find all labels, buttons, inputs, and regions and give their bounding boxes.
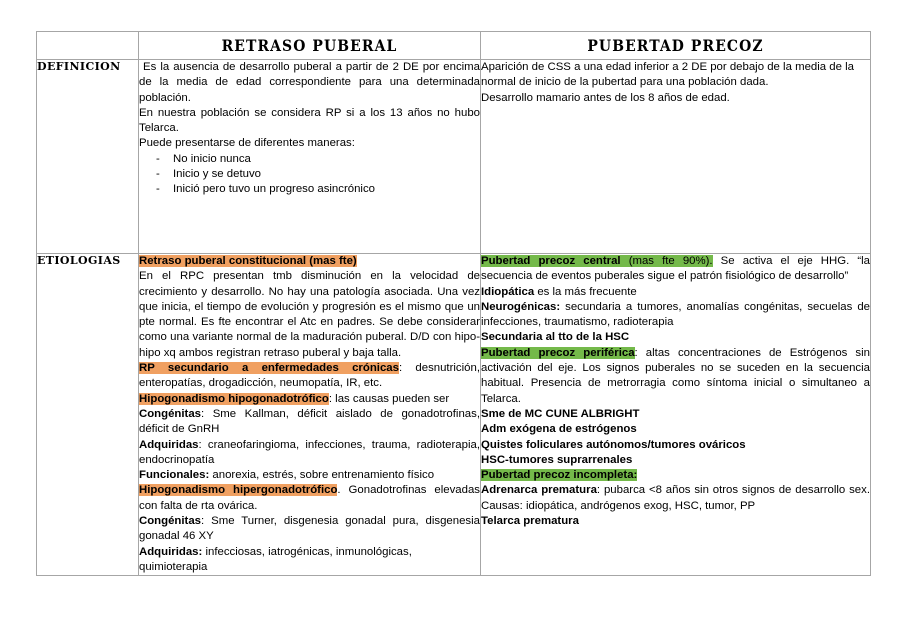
definicion-left-paragraph-3: Puede presentarse de diferentes maneras: [139,137,355,150]
etiologias-left-heading-3-text: Hipogonadismo hipogonadotrófico [139,392,329,405]
header-cell-retraso-puberal [139,32,481,60]
definicion-right-paragraph-1: Aparición de CSS a una edad inferior a 2 DE por debajo de la media de la normal de inicio de la pubertad para una población dada. [481,61,854,89]
etiologias-left-heading-3-rest: : las causas pueden ser [328,392,450,405]
etiologias-right-list-item: HSC-tumores suprarrenales [481,453,633,466]
cell-etiologias-pubertad-precoz [481,254,871,576]
etiologias-left-heading-4-text: Hipogonadismo hipergonadotrófico [139,484,338,497]
bullet-dash-icon: - [156,168,160,181]
definicion-left-bullet-1 [139,152,480,167]
etiologias-right-heading-3 [481,468,870,483]
header-title-retraso-puberal: RETRASO PUBERAL [221,35,398,56]
etiologias-left-item-5-text: infecciosas, iatrogénicas, inmunológicas, quimioterapia [139,545,412,573]
row-label-definicion: DEFINICION [37,60,121,73]
row-label-etiologias: ETIOLOGIAS [37,254,121,267]
definicion-right-paragraph-2: Desarrollo mamario antes de los 8 años de edad. [481,91,730,104]
etiologias-left-heading-1 [139,254,480,269]
table-header-row [37,32,871,60]
etiologias-right-heading-1-bold: Pubertad precoz central [481,255,621,267]
etiologias-left-item-2-text: : craneofaringioma, infecciones, trauma, radioterapia, endocrinopatía [139,438,480,466]
etiologias-left-item-congenitas-hiper [139,514,480,545]
header-title-pubertad-precoz: PUBERTAD PRECOZ [587,35,764,56]
etiologias-right-heading-1-rest: Se activa el eje HHG. “la secuencia de eventos puberales sigue el patrón fisiológico de desarrollo” [481,255,870,283]
etiologias-right-heading-2-text: Pubertad precoz periférica [481,346,635,359]
etiologias-left-item-adquiridas-hipo [139,438,480,469]
etiologias-right-item-3-label: Secundaria al tto de la HSC [481,331,630,344]
etiologias-right-list-item: Sme de MC CUNE ALBRIGHT [481,407,640,420]
etiologias-left-item-1-label: Congénitas [139,407,202,420]
etiologias-left-heading-4 [139,483,480,514]
etiologias-left-item-1-text: : Sme Kallman, déficit aislado de gonadotrofinas, déficit de GnRH [139,407,480,436]
etiologias-right-item-4-label: Adrenarca prematura [481,484,597,497]
bullet-dash-icon: - [156,183,160,196]
etiologias-left-item-adquiridas-hiper [139,545,480,576]
etiologias-right-item-telarca [481,514,870,529]
table-row-definicion [37,60,871,254]
definicion-left-bullet-3-text: Inició pero tuvo un progreso asincrónico [173,183,375,196]
definicion-left-paragraph-2: En nuestra población se considera RP si a los 13 años no hubo Telarca. [139,106,480,135]
etiologias-left-heading-2-rest: : desnutrición, enteropatías, drogadicción, neumopatía, IR, etc. [139,362,480,390]
etiologias-right-item-secundaria-hsc [481,330,870,345]
etiologias-right-item-4-text: : pubarca <8 años sin otros signos de desarrollo sex. Causas: idiopática, andrógenos exog, HSC, tumor, PP [481,484,870,512]
etiologias-right-item-2-label: Neurogénicas: [481,300,561,313]
etiologias-right-heading-3-rest: : [633,469,638,482]
bullet-dash-icon: - [156,152,160,165]
etiologias-right-heading-1 [481,254,870,285]
etiologias-right-item-2-text: secundaria a tumores, anomalías congénitas, secuelas de infecciones, traumatismo, radioterapia [481,300,870,329]
etiologias-left-heading-2 [139,361,480,392]
etiologias-left-paragraph-1: En el RPC presentan tmb disminución en la velocidad de crecimiento y desarrollo. No hay una patología asociada. Una vez que inicia, el tiempo de evolución y progresión es el mismo que un pte normal. Es fte encontrar el Atc en padres. Se debe considerar como una variante normal de la maduración puberal. D/D con hipo-hipo xq ambos registran retraso puberal y baja talla. [139,270,480,359]
etiologias-left-item-congenitas-hipo [139,407,480,438]
etiologias-right-list-item: Quistes foliculares autónomos/tumores ováricos [481,438,746,451]
comparison-table [36,31,871,576]
etiologias-left-item-2-label: Adquiridas [139,438,199,451]
etiologias-left-heading-4-rest: . Gonadotrofinas elevadas con falta de rta ovárica. [139,484,480,512]
definicion-left-bullet-1-text: No inicio nunca [173,152,251,165]
etiologias-left-item-funcionales [139,468,480,483]
row-label-cell-definicion [37,60,139,254]
table-row-etiologias [37,254,871,576]
etiologias-left-item-3-label: Funcionales: [139,469,210,482]
etiologias-right-item-idiopatica [481,285,870,300]
etiologias-right-list-item: Adm exógena de estrógenos [481,423,637,436]
definicion-left-paragraph-1: Es la ausencia de desarrollo puberal a partir de 2 DE por encima de la media de edad correspondiente para una determinada población. [139,61,480,104]
etiologias-left-heading-3 [139,392,480,407]
etiologias-right-heading-2-rest: : altas concentraciones de Estrógenos sin activación del eje. Los signos puberales no se suceden en la secuencia habitual. Presencia de metrorragia como síntoma inicial o simultaneo a Telarca. [481,346,870,405]
etiologias-right-item-1-text: es la más frecuente [534,285,637,298]
etiologias-right-item-1-label: Idiopática [481,285,535,298]
etiologias-left-item-5-label: Adquiridas: [139,545,203,558]
etiologias-right-heading-2 [481,346,870,407]
etiologias-right-item-adrenarca [481,483,870,514]
row-label-cell-etiologias [37,254,139,576]
header-corner-cell [37,32,139,60]
etiologias-left-item-4-text: : Sme Turner, disgenesia gonadal pura, disgenesia gonadal 46 XY [139,515,480,543]
etiologias-right-heading-3-text: Pubertad precoz incompleta [481,469,634,482]
etiologias-left-item-3-text: anorexia, estrés, sobre entrenamiento físico [209,469,435,482]
etiologias-right-heading-1-plain: (mas fte 90%). [620,255,713,267]
header-cell-pubertad-precoz [481,32,871,60]
etiologias-right-item-5-label: Telarca prematura [481,515,579,528]
etiologias-left-heading-2-text: RP secundario a enfermedades crónicas [139,362,399,375]
etiologias-left-heading-1-text: Retraso puberal constitucional (mas fte) [139,255,357,267]
etiologias-left-item-4-label: Congénitas [139,515,202,528]
cell-definicion-retraso-puberal [139,60,481,254]
definicion-left-bullet-2-text: Inicio y se detuvo [173,168,262,181]
cell-etiologias-retraso-puberal [139,254,481,576]
definicion-left-bullet-2 [139,167,480,182]
definicion-left-bullet-3 [139,182,480,197]
cell-definicion-pubertad-precoz [481,60,871,254]
etiologias-right-item-neurogenicas [481,300,870,331]
